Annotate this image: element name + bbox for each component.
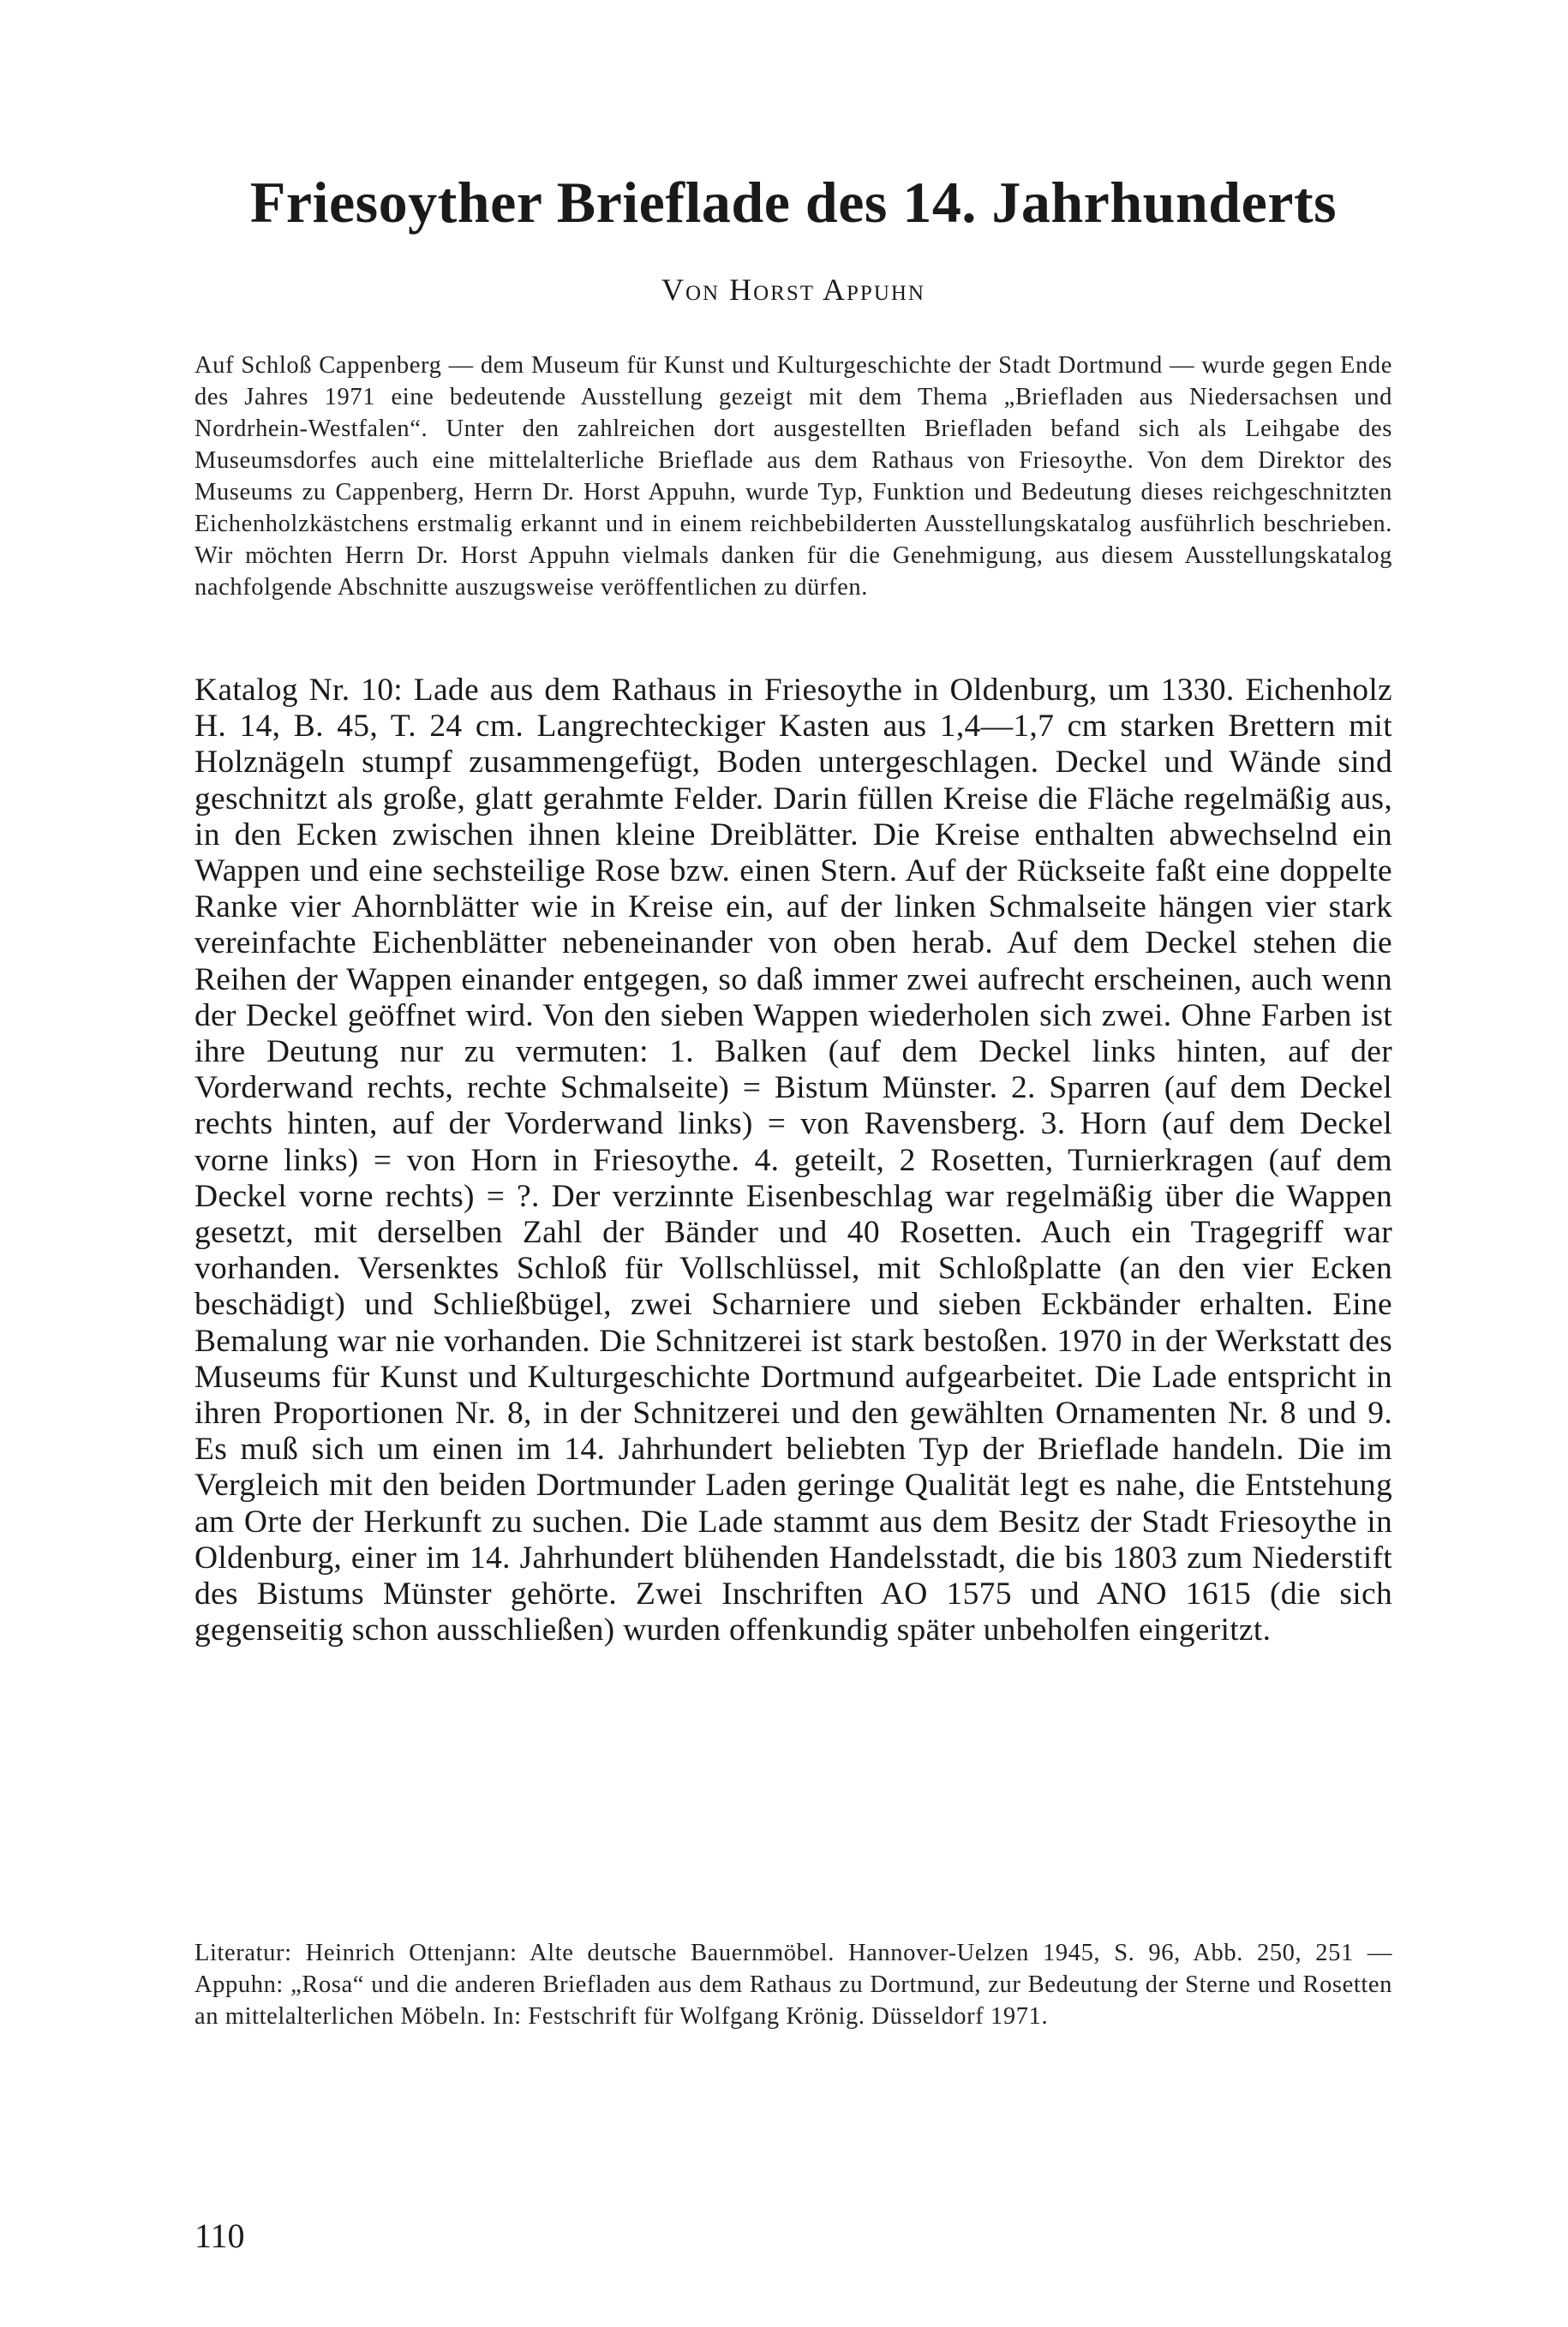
page-number: 110 [195, 2216, 245, 2255]
literature-reference: Literatur: Heinrich Ottenjann: Alte deutsche Bauernmöbel. Hannover-Uelzen 1945, S. 96, Abb. 250, 251 — Appuhn: „Rosa“ und die anderen Briefladen aus dem Rathaus zu Dortmund, zur Bedeutung der Sterne und Rosetten an mittelalterlichen Möbeln. In: Festschrift für Wolfgang Krönig. Düsseldorf 1971. [195, 1940, 1392, 2030]
intro-paragraph: Auf Schloß Cappenberg — dem Museum für Kunst und Kulturgeschichte der Stadt Dortmund — wurde gegen Ende des Jahres 1971 eine bedeutende Ausstellung gezeigt mit dem Thema „Briefladen aus Niedersachsen und Nordrhein-Westfalen“. Unter den zahlreichen dort ausgestellten Briefladen befand sich als Leihgabe des Museumsdorfes auch eine mittelalterliche Brieflade aus dem Rathaus von Friesoythe. Von dem Direktor des Museums zu Cappenberg, Herrn Dr. Horst Appuhn, wurde Typ, Funktion und Bedeutung dieses reichgeschnitzten Eichenholzkästchens erstmalig erkannt und in einem reichbebilderten Ausstellungskatalog ausführlich beschrieben. Wir möchten Herrn Dr. Horst Appuhn vielmals danken für die Genehmigung, aus diesem Ausstellungskatalog nachfolgende Abschnitte auszugsweise veröffentlichen zu dürfen. [195, 352, 1392, 601]
article-title: Friesoyther Brieflade des 14. Jahrhunderts [249, 170, 1338, 235]
catalog-entry-text: Katalog Nr. 10: Lade aus dem Rathaus in Friesoythe in Oldenburg, um 1330. Eichenholz H. 14, B. 45, T. 24 cm. Langrechteckiger Kasten aus 1,4—1,7 cm starken Brettern mit Holznägeln stumpf zusammengefügt, Boden untergeschlagen. Deckel und Wände sind geschnitzt als große, glatt gerahmte Felder. Darin füllen Kreise die Fläche regelmäßig aus, in den Ecken zwischen ihnen kleine Dreiblätter. Die Kreise enthalten abwechselnd ein Wappen und eine sechsteilige Rose bzw. einen Stern. Auf der Rückseite faßt eine doppelte Ranke vier Ahornblätter wie in Kreise ein, auf der linken Schmalseite hängen vier stark vereinfachte Eichenblätter nebeneinander von oben herab. Auf dem Deckel stehen die Reihen der Wappen einander entgegen, so daß immer zwei aufrecht erscheinen, auch wenn der Deckel geöffnet wird. Von den sieben Wappen wiederholen sich zwei. Ohne Farben ist ihre Deutung nur zu vermuten: 1. Balken (auf dem Deckel links hinten, auf der Vorderwand rechts, rechte Schmalseite) = Bistum Münster. 2. Sparren (auf dem Deckel rechts hinten, auf der Vorderwand links) = von Ravensberg. 3. Horn (auf dem Deckel vorne links) = von Horn in Friesoythe. 4. geteilt, 2 Rosetten, Turnierkragen (auf dem Deckel vorne rechts) = ?. Der verzinnte Eisenbeschlag war regelmäßig über die Wappen gesetzt, mit derselben Zahl der Bänder und 40 Rosetten. Auch ein Tragegriff war vorhanden. Versenktes Schloß für Vollschlüssel, mit Schloßplatte (an den vier Ecken beschädigt) und Schließbügel, zwei Scharniere und sieben Eckbänder erhalten. Eine Bemalung war nie vorhanden. Die Schnitzerei ist stark bestoßen. 1970 in der Werkstatt des Museums für Kunst und Kulturgeschichte Dortmund aufgearbeitet. Die Lade entspricht in ihren Proportionen Nr. 8, in der Schnitzerei und den gewählten Ornamenten Nr. 8 und 9. Es muß sich um einen im 14. Jahrhundert beliebten Typ der Brieflade handeln. Die im Vergleich mit den beiden Dortmunder Laden geringe Qualität legt es nahe, die Entstehung am Orte der Herkunft zu suchen. Die Lade stammt aus dem Besitz der Stadt Friesoythe in Oldenburg, einer im 14. Jahrhundert blühenden Handelsstadt, die bis 1803 zum Niederstift des Bistums Münster gehörte. Zwei Inschriften AO 1575 und ANO 1615 (die sich gegenseitig schon ausschließen) wurden offenkundig später unbeholfen eingeritzt. [195, 673, 1392, 1648]
article-author: Von Horst Appuhn [661, 272, 925, 307]
